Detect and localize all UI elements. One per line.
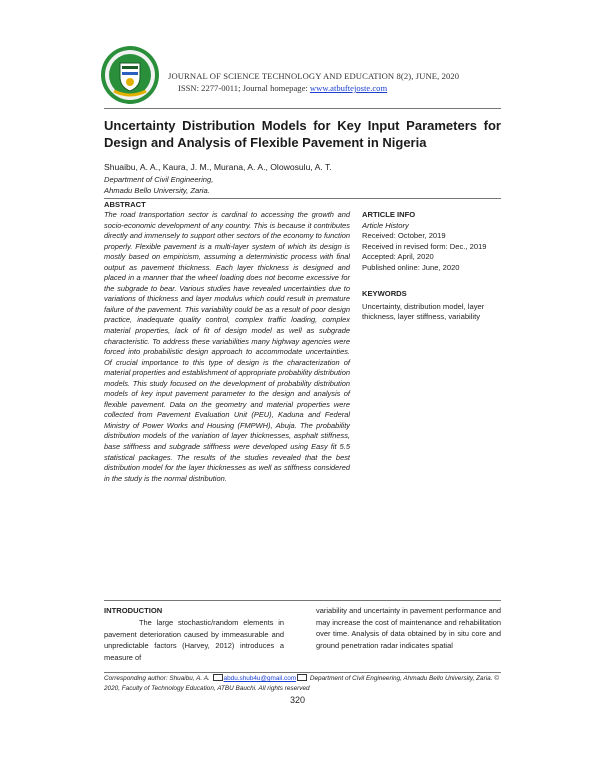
footnote	[104, 674, 501, 693]
intro-paragraph-2: variability and uncertainty in pavement performance and may increase the cost of maintenance and rehabilitation over time. Analysis of data obtained by in situ core and ground penetration radar indicates spatial	[316, 606, 501, 650]
abstract-text: The road transportation sector is cardinal to accessing the growth and socio-economic development of any country. This is because it contributes directly and immensely to support other sectors of the economy to function properly. Flexible pavement is a multi-layer system of which its design is mostly based on empiricism, assuming a deterministic process with final output as pavement thickness. Each layer thickness is designed and placed in a manner that the wheel loading does not become excessive for the subgrade to bear. Various studies have revealed uncertainties due to variations of thickness and layer modulus which could result in premature failure of the pavement. This variability could be as a result of poor design practice, inadequate quality control, complex traffic loading, complex material properties, lack of fit of design model as well as subgrade characteristic. To address these variabilities many highway agencies were forced into probabilistic design approach to accommodate uncertainties. Of crucial importance to this type of design is the characterization of material properties and establishment of appropriate probability distribution models. This study focused on the development of probability distribution models of key input pavement parameter to the design and analysis of flexible pavement. Data on the geometry and material properties were collected from Pavement Evaluation Unit (PEU), Kaduna and Federal Ministry of Power Works and Housing (FMPWH), Abuja. The probability distribution models of the variation of layer thicknesses, asphalt stiffness, base stiffness and subgrade stiffness were developed using Easy fit 5.5 statistical packages. The results of the studies revealed that the best distribution model for the layer thicknesses as well as stiffness considered in the study is the normal distribution.	[104, 210, 350, 483]
abstract-bottom-rule	[104, 600, 501, 601]
corresponding-label: Corresponding author: Shuaibu, A. A.	[104, 675, 212, 682]
page-number: 320	[290, 695, 306, 705]
introduction-column-1	[104, 617, 284, 663]
journal-issn	[168, 82, 459, 94]
intro-paragraph-1: The large stochastic/random elements in pavement deterioration caused by immeasurable and unpredictable factors (Harvey, 2012) introduces a measure of	[104, 618, 284, 662]
envelope-icon	[297, 674, 307, 681]
revised-date: Received in revised form: Dec., 2019	[362, 241, 487, 251]
abstract-top-rule	[104, 198, 501, 199]
author-email-link[interactable]: abdu.shub4u@gmail.com	[223, 675, 297, 682]
corresponding-rest: Department of Civil Engineering, Ahmadu Bello University, Zaria. © 2020, Faculty of Technology Education, ATBU Bauchi. All rights reserved	[104, 675, 499, 692]
introduction-column-2	[316, 605, 501, 651]
journal-logo	[100, 45, 160, 105]
header-rule	[104, 108, 501, 109]
affiliation-univ: Ahmadu Bello University, Zaria.	[104, 186, 210, 195]
keywords-block	[362, 289, 512, 323]
envelope-icon	[213, 674, 223, 681]
accepted-date: Accepted: April, 2020	[362, 252, 434, 261]
keywords-text: Uncertainty, distribution model, layer thickness, layer stiffness, variability	[362, 301, 485, 321]
received-date: Received: October, 2019	[362, 231, 446, 240]
issn-text: ISSN: 2277-0011; Journal homepage:	[178, 83, 310, 93]
article-history-label: Article History	[362, 220, 409, 230]
article-info-heading: ARTICLE INFO	[362, 210, 416, 219]
keywords-heading: KEYWORDS	[362, 289, 407, 298]
journal-header	[168, 70, 459, 94]
article-title: Uncertainty Distribution Models for Key Input Parameters for Design and Analysis of Flexible Pavement in Nigeria	[104, 118, 501, 150]
article-info	[362, 210, 487, 273]
abstract-heading: ABSTRACT	[104, 200, 146, 209]
published-date: Published online: June, 2020	[362, 262, 460, 272]
introduction-heading: INTRODUCTION	[104, 606, 163, 615]
author-list: Shuaibu, A. A., Kaura, J. M., Murana, A. A., Olowosulu, A. T.	[104, 162, 332, 172]
journal-name: JOURNAL OF SCIENCE TECHNOLOGY AND EDUCATION 8(2), JUNE, 2020	[168, 71, 460, 81]
journal-homepage-link[interactable]: www.atbuftejoste.com	[309, 83, 388, 93]
affiliation-dept: Department of Civil Engineering,	[104, 175, 214, 184]
